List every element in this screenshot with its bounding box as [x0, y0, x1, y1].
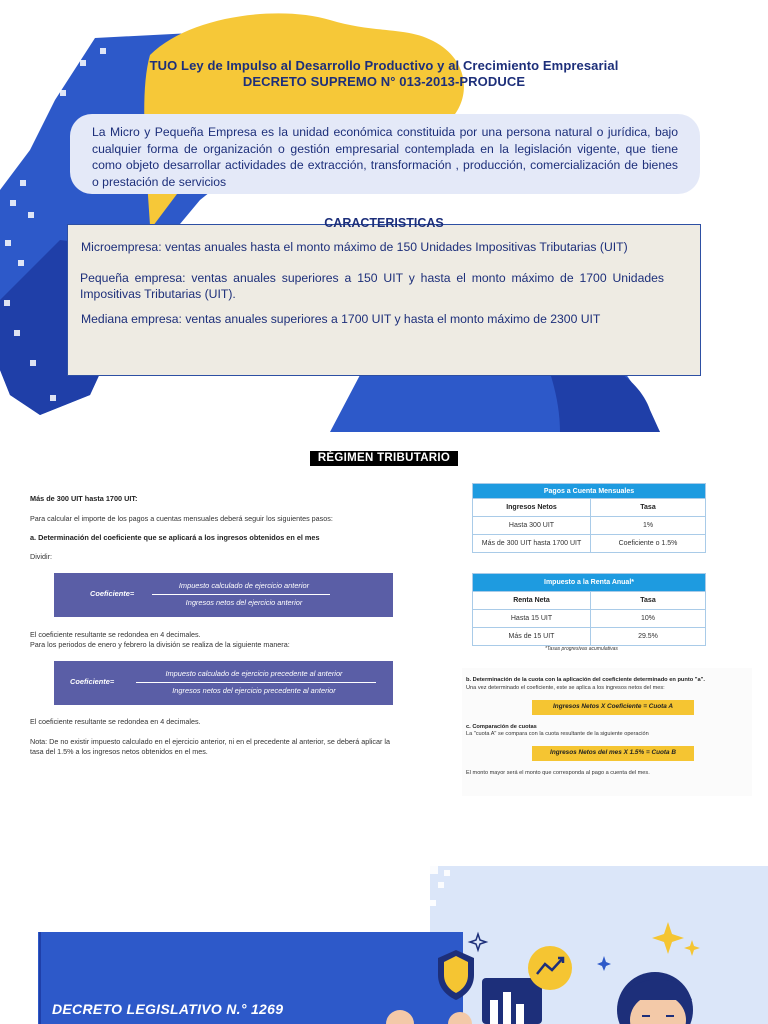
- nota-line-1: Nota: De no existir impuesto calculado en el ejercicio anterior, ni en el precedente al anterior, se deberá aplicar la: [30, 737, 390, 746]
- formula-1-numerator: Impuesto calculado de ejercicio anterior: [178, 581, 310, 590]
- decree-banner-title: DECRETO LEGISLATIVO N.° 1269: [52, 1001, 284, 1017]
- table-row: [473, 535, 706, 553]
- regime-intro: Para calcular el importe de los pagos a cuentas mensuales deberá seguir los siguientes pasos:: [30, 514, 333, 523]
- chart-bars-icon: [482, 978, 542, 1024]
- formula-1-denominator: Ingresos netos del ejercicio anterior: [185, 598, 303, 607]
- table-monthly-payments: [472, 483, 706, 553]
- table-cell: 29.5%: [591, 628, 706, 646]
- table-1-caption: Pagos a Cuenta Mensuales: [473, 484, 706, 499]
- formula-box-2: [54, 661, 393, 705]
- table-2-caption: Impuesto a la Renta Anual*: [473, 574, 706, 592]
- table-row: [473, 628, 706, 646]
- table-cell: Más de 15 UIT: [473, 628, 591, 646]
- note-1-line-1: El coeficiente resultante se redondea en 4 decimales.: [30, 630, 201, 639]
- pequena-empresa-item: Pequeña empresa: ventas anuales superiores a 150 UIT y hasta el monto máximo de 1700 Unidades Impositivas Tributarias (UIT).: [80, 271, 664, 301]
- conclusion-text: El monto mayor será el monto que corresponda al pago a cuenta del mes.: [466, 770, 650, 776]
- note-2: El coeficiente resultante se redondea en 4 decimales.: [30, 717, 201, 726]
- regime-heading: Más de 300 UIT hasta 1700 UIT:: [30, 494, 138, 503]
- table-row: [473, 610, 706, 628]
- dividir-label: Dividir:: [30, 552, 52, 561]
- formula-cuota-a: Ingresos Netos X Coeficiente = Cuota A: [532, 700, 694, 715]
- bottom-banner-art: [0, 860, 768, 1024]
- table-2-header: Tasa: [591, 592, 706, 610]
- law-title: TUO Ley de Impulso al Desarrollo Productivo y al Crecimiento Empresarial: [149, 58, 619, 73]
- light-blue-panel: [430, 866, 768, 1024]
- table-2-footnote: *Tasas progresivas acumulativas: [545, 646, 618, 652]
- formula-2-label: Coeficiente=: [70, 677, 115, 686]
- formula-cuota-b: Ingresos Netos del mes X 1.5% = Cuota B: [532, 746, 694, 761]
- formula-2-denominator: Ingresos netos del ejercicio precedente al anterior: [172, 686, 336, 695]
- decree-title: DECRETO SUPREMO N° 013-2013-PRODUCE: [242, 74, 526, 89]
- definition-box: [70, 114, 700, 194]
- formula-1-label: Coeficiente=: [90, 589, 135, 598]
- tax-regime-title: RÉGIMEN TRIBUTARIO: [310, 451, 458, 466]
- note-1-line-2: Para los periodos de enero y febrero la división se realiza de la siguiente manera:: [30, 640, 290, 649]
- table-1-header: Tasa: [591, 499, 706, 517]
- formula-box-1: [54, 573, 393, 617]
- step-a-title: a. Determinación del coeficiente que se aplicará a los ingresos obtenidos en el mes: [30, 533, 320, 542]
- table-cell: Más de 300 UIT hasta 1700 UIT: [473, 535, 591, 553]
- table-row: [473, 517, 706, 535]
- table-cell: 10%: [591, 610, 706, 628]
- formula-2-fraction-bar: [136, 682, 376, 683]
- characteristics-box: [67, 224, 701, 376]
- table-annual-income-tax: [472, 573, 706, 646]
- step-b-title: b. Determinación de la cuota con la aplicación del coeficiente determinado en punto "a".: [466, 677, 705, 683]
- table-cell: Hasta 15 UIT: [473, 610, 591, 628]
- characteristics-title: CARACTERISTICAS: [324, 216, 444, 230]
- step-b-text: Una vez determinado el coeficiente, este se aplica a los ingresos netos del mes:: [466, 685, 665, 691]
- microempresa-item: Microempresa: ventas anuales hasta el monto máximo de 150 Unidades Impositivas Tributarias (UIT): [81, 240, 628, 254]
- definition-text: La Micro y Pequeña Empresa es la unidad económica constituida por una persona natural o jurídica, bajo cualquier forma de organización o gestión empresarial contemplada en la legislación vigente, que tiene como objeto desarrollar actividades de extracción, transformación , producción, comercialización de bienes o prestación de servicios: [92, 125, 678, 189]
- nota-line-2: tasa del 1.5% a los ingresos netos obtenidos en el mes.: [30, 747, 208, 756]
- step-c-text: La "cuota A" se compara con la cuota resultante de la siguiente operación: [466, 731, 649, 737]
- mediana-empresa-item: Mediana empresa: ventas anuales superiores a 1700 UIT y hasta el monto máximo de 2300 UIT: [81, 312, 601, 326]
- trend-bubble-icon: [528, 946, 572, 990]
- hero-section: [0, 0, 768, 432]
- table-2-header: Renta Neta: [473, 592, 591, 610]
- table-cell: Hasta 300 UIT: [473, 517, 591, 535]
- bottom-banner: [0, 860, 768, 1024]
- table-cell: 1%: [591, 517, 706, 535]
- table-1-header: Ingresos Netos: [473, 499, 591, 517]
- table-cell: Coeficiente o 1.5%: [591, 535, 706, 553]
- formula-1-fraction-bar: [152, 594, 330, 595]
- formula-2-numerator: Impuesto calculado de ejercicio precedente al anterior: [165, 669, 343, 678]
- step-c-title: c. Comparación de cuotas: [466, 724, 537, 730]
